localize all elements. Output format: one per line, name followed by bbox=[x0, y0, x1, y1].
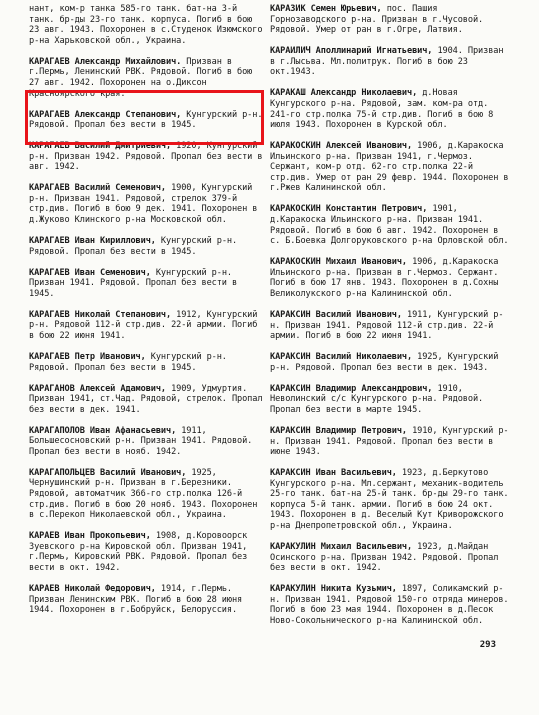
biography-entry bbox=[29, 584, 265, 616]
entry-name: КАРАЗИК Семен Юрьевич, bbox=[270, 4, 382, 14]
entry-text: 1920, Кунгурский р-н. Призван 1942. Рядовой. Пропал без вести в авг. 1942. bbox=[29, 141, 268, 173]
entry-text: 1908, д.Коровоорск Зуевского р-на Кировской обл. Призван 1941, г.Пермь, Кировский РВК. Рядовой. Пропал без вести в окт. 1942. bbox=[29, 531, 253, 574]
entry-name: КАРАКОСКИН Алексей Иванович, bbox=[270, 141, 413, 152]
entry-name: КАРАГАЕВ Василий Семенович, bbox=[29, 183, 166, 194]
biography-entry bbox=[270, 257, 510, 299]
entry-name: КАРАГАПОЛОВ Иван Афанасьевич, bbox=[29, 425, 177, 436]
entry-text: 1900, Кунгурский р-н. Призван 1941. Рядовой, стрелок 379-й стр.див. Погиб в бою 9 дек. 1941. Похоронен в д.Жуково Клинского р-на Московской обл. bbox=[29, 183, 263, 226]
entry-name: КАРАГАЕВ Александр Степанович, bbox=[29, 109, 182, 120]
entry-name: КАРАКОСКИН Михаил Иванович, bbox=[270, 257, 407, 268]
page-number: 293 bbox=[479, 640, 496, 650]
biography-entry bbox=[29, 236, 265, 257]
entry-text: 1906, д.Каракоска Ильинского р-на. Призван в г.Чермоз. Сержант. Погиб в бою 17 янв. 1943. Похоронен в д.Сохны Великолукского р-на Калининской обл. bbox=[270, 257, 504, 300]
entry-text: 1901, д.Каракоска Ильинского р-на. Призван 1941. Рядовой. Погиб в бою 6 авг. 1942. Похоронен в с. Б.Боевка Долгоруковского р-на Орловской обл. bbox=[270, 204, 509, 247]
entry-text: 1911, Кунгурский р-н. Призван 1941. Рядовой 112-й стр.див. 22-й армии. Погиб в бою 22 июня 1941. bbox=[270, 310, 504, 342]
biography-entry bbox=[29, 141, 268, 173]
entry-name: КАРАГАЕВ Василий Дмитриевич, bbox=[29, 141, 172, 152]
entry-name: КАРАКСИН Владимир Александрович, bbox=[270, 383, 433, 394]
biography-entry bbox=[270, 584, 514, 626]
biography-entry bbox=[270, 4, 510, 36]
entry-text: 1906, д.Каракоска Ильинского р-на. Призван 1941, г.Чермоз. Сержант, ком-р отд. 62-го стр.полка 22-й стр.див. Умер от ран 29 февр. 1944. Похоронен в г.Ржев Калининской обл. bbox=[270, 141, 514, 194]
entry-text: 1911, Большесосновский р-н. Призван 1941. Рядовой. Пропал без вести в нояб. 1942. bbox=[29, 425, 258, 457]
entry-text: 1910, Кунгурский р-н. Призван 1941. Рядовой. Пропал без вести в июне 1943. bbox=[270, 425, 509, 458]
entry-name: КАРАИЛИЧ Аполлинарий Игнатьевич, bbox=[270, 46, 433, 57]
entry-name: КАРАГАЕВ Иван Кириллович, bbox=[29, 236, 156, 247]
entry-name: КАРАКСИН Иван Васильевич, bbox=[270, 468, 397, 479]
entry-name: КАРАКСИН Владимир Петрович, bbox=[270, 425, 407, 436]
biography-entry bbox=[270, 88, 510, 130]
entry-text: Кунгурский р-н. Рядовой. Пропал без вести в 1945. bbox=[29, 236, 243, 257]
biography-entry bbox=[270, 542, 510, 574]
entry-text: нант, ком-р танка 585-го танк. бат-на 3-й танк. бр-ды 23-го танк. корпуса. Погиб в бою 23 авг. 1943. Похоронен в с.Студенок Изюмского р-на Харьковской обл., Украина. bbox=[29, 4, 268, 46]
biography-entry bbox=[29, 383, 268, 416]
entry-name: КАРАЕВ Иван Прокопьевич, bbox=[29, 531, 151, 542]
entry-text: д.Новая Кунгурского р-на. Рядовой, зам. ком-ра отд. 241-го стр.полка 75-й стр.див. Погиб в бою 8 июля 1943. Похоронен в Курской обл. bbox=[270, 88, 499, 131]
highlight-box bbox=[25, 90, 264, 145]
biography-entry bbox=[270, 204, 510, 246]
entry-text: пос. Пашия Горнозаводского р-на. Призван в г.Чусовой. Рядовой. Умер от ран в г.Огре, Латвия. bbox=[270, 4, 489, 36]
entry-text: 1923, д.Беркутово Кунгурского р-на. Мл.сержант, механик-водитель 25-го танк. бат-на 25-й танк. бр-ды 29-го танк. корпуса 5-й танк. армии. Погиб в бою 24 окт. 1943. Похоронен в д. Веселый Кут Криворожского р-на Днепропетровской обл., Украина. bbox=[270, 468, 514, 532]
entry-text: 1897, Соликамский р-н. Призван 1941. Рядовой 150-го отряда минеров. Погиб в бою 23 мая 1944. Похоронен в д.Песок Ново-Сокольнического р-на Калининской обл. bbox=[270, 584, 514, 626]
biography-entry bbox=[270, 352, 510, 373]
biography-entry bbox=[29, 4, 268, 46]
entry-text: 1923, д.Майдан Осинского р-на. Призван 1942. Рядовой. Пропал без вести в окт. 1942. bbox=[270, 542, 504, 574]
entry-text: Кунгурский р-н. Рядовой. Пропал без вести в 1945. bbox=[29, 109, 268, 131]
entry-text: 1925, Кунгурский р-н. Рядовой. Пропал без вести в дек. 1943. bbox=[270, 352, 504, 373]
entry-name: КАРАКСИН Василий Иванович, bbox=[270, 310, 402, 320]
entry-name: КАРАГАПОЛЬЦЕВ Василий Иванович, bbox=[29, 467, 187, 478]
entry-name: КАРАГАНОВ Алексей Адамович, bbox=[29, 383, 166, 394]
entry-name: КАРАЕВ Николай Федорович, bbox=[29, 584, 156, 595]
entry-name: КАРАГАЕВ Николай Степанович, bbox=[29, 309, 172, 320]
biography-entry bbox=[29, 268, 265, 300]
biography-entry bbox=[29, 531, 265, 573]
biography-entry bbox=[29, 310, 265, 342]
entry-name: КАРАКОСКИН Константин Петрович, bbox=[270, 204, 428, 215]
entry-name: КАРАКУЛИН Михаил Васильевич, bbox=[270, 542, 413, 553]
entry-text: Кунгурский р-н. Рядовой. Пропал без вести в 1945. bbox=[29, 351, 232, 373]
entry-text: 1904. Призван в г.Лысьва. Мл.политрук. Погиб в бою 23 окт.1943. bbox=[270, 46, 509, 78]
entry-text: Кунгурский р-н. Призван 1941. Рядовой. Пропал без вести в 1945. bbox=[29, 267, 243, 299]
entry-name: КАРАГАЕВ Иван Семенович, bbox=[29, 267, 151, 278]
entry-name: КАРАГАЕВ Александр Михайлович. bbox=[29, 56, 182, 67]
biography-entry bbox=[29, 352, 265, 373]
entry-name: КАРАКАШ Александр Николаевич, bbox=[270, 88, 418, 99]
entry-name: КАРАГАЕВ Петр Иванович, bbox=[29, 351, 146, 362]
biography-entry bbox=[270, 384, 510, 416]
biography-entry bbox=[270, 141, 514, 194]
biography-entry bbox=[270, 46, 510, 78]
entry-text: 1909, Удмуртия. Призван 1941, ст.Чад. Рядовой, стрелок. Пропал без вести в дек. 1941. bbox=[29, 383, 268, 415]
biography-entry bbox=[270, 426, 510, 458]
biography-entry bbox=[29, 183, 265, 225]
biography-entry bbox=[29, 426, 265, 458]
entry-text: 1925, Чернушинский р-н. Призван в г.Березники. Рядовой, автоматчик 366-го стр.полка 126-й стр.див. Погиб в бою 20 нояб. 1943. Похоронен в с.Перекоп Николаевской обл., Украина. bbox=[29, 467, 263, 521]
biography-entry bbox=[29, 468, 265, 521]
entry-name: КАРАКСИН Василий Николаевич, bbox=[270, 352, 413, 363]
biography-entry bbox=[270, 468, 514, 532]
entry-text: 1910, Неволинский с/с Кунгурского р-на. Рядовой. Пропал без вести в марте 1945. bbox=[270, 383, 489, 415]
right-column bbox=[270, 4, 514, 637]
entry-text: 1912, Кунгурский р-н. Рядовой 112-й стр.див. 22-й армии. Погиб в бою 22 июня 1941. bbox=[29, 309, 263, 341]
entry-text: Призван в г.Пермь, Ленинский РВК. Рядовой. Погиб в бою 27 авг. 1942. Похоронен на о.Диксон Красноярского края. bbox=[29, 56, 258, 99]
entry-text: 1914, г.Пермь. Призван Ленинским РВК. Погиб в бою 28 июня 1944. Похоронен в г.Бобруйск, Белоруссия. bbox=[29, 584, 248, 616]
biography-entry bbox=[270, 310, 510, 342]
entry-name: КАРАКУЛИН Никита Кузьмич, bbox=[270, 584, 397, 595]
